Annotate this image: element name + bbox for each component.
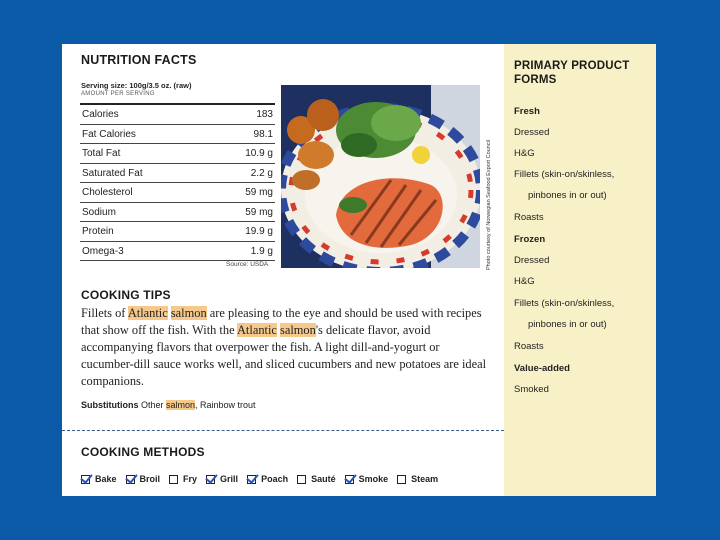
nutrient-value: 1.9 g bbox=[250, 245, 273, 257]
nutrient-value: 19.9 g bbox=[245, 226, 273, 237]
method-label: Steam bbox=[411, 474, 439, 484]
checked-box-icon bbox=[247, 475, 256, 484]
photo-credit: Photo courtesy of Norwegian Seafood Export Council bbox=[486, 140, 492, 270]
method-sauté bbox=[297, 474, 336, 484]
nutrition-row bbox=[80, 105, 275, 125]
nutrition-row bbox=[80, 222, 275, 242]
method-label: Fry bbox=[183, 474, 198, 484]
nutrient-label: Omega-3 bbox=[82, 245, 124, 257]
empty-box-icon bbox=[297, 475, 306, 484]
nutrient-value: 10.9 g bbox=[245, 148, 273, 159]
serving-size: Serving size: 100g/3.5 oz. (raw) bbox=[81, 81, 192, 90]
empty-box-icon bbox=[397, 475, 406, 484]
product-form-item: Dressed bbox=[514, 255, 550, 266]
checked-box-icon bbox=[126, 475, 135, 484]
substitutions: Substitutions Other salmon, Rainbow trout bbox=[81, 400, 256, 410]
nutrient-value: 59 mg bbox=[245, 206, 273, 218]
amount-per-serving-label: AMOUNT PER SERVING bbox=[81, 91, 155, 97]
nutrient-value: 183 bbox=[256, 109, 273, 120]
cooking-methods-title: COOKING METHODS bbox=[81, 445, 205, 459]
product-forms-title: PRIMARY PRODUCT FORMS bbox=[514, 60, 630, 86]
product-form-heading: Fresh bbox=[514, 106, 540, 117]
product-form-item: pinbones in or out) bbox=[528, 190, 607, 201]
checked-box-icon bbox=[345, 475, 354, 484]
nutrient-label: Protein bbox=[82, 226, 114, 237]
method-bake bbox=[81, 474, 117, 484]
method-label: Sauté bbox=[311, 474, 336, 484]
method-label: Bake bbox=[95, 474, 117, 484]
product-form-item: Roasts bbox=[514, 212, 544, 223]
method-label: Broil bbox=[139, 474, 161, 484]
nutrition-facts-title: NUTRITION FACTS bbox=[81, 53, 197, 67]
product-form-item: Dressed bbox=[514, 127, 550, 138]
nutrient-label: Total Fat bbox=[82, 148, 121, 159]
product-form-heading: Value-added bbox=[514, 363, 570, 374]
section-divider bbox=[62, 430, 504, 431]
method-broil bbox=[126, 474, 161, 484]
substitutions-label: Substitutions bbox=[81, 400, 139, 410]
cooking-tips-text: Fillets of Atlantic salmon are pleasing to the eye and should be used with recipes that show off the fish. With the Atlantic salmon's delicate flavor, avoid accompanying flavors that overpower the fish. A light dill-and-yogurt or cucumber-dill sauce works well, and sliced cucumbers and new potatoes are ideal companions. bbox=[81, 306, 487, 388]
nutrition-table bbox=[80, 103, 275, 261]
nutrient-label: Sodium bbox=[82, 206, 116, 218]
nutrition-row bbox=[80, 144, 275, 164]
product-form-item: H&G bbox=[514, 148, 535, 159]
product-form-item: Smoked bbox=[514, 384, 549, 395]
fact-sheet bbox=[62, 44, 656, 496]
salmon-dish-photo bbox=[281, 85, 480, 268]
method-poach bbox=[247, 474, 288, 484]
highlight: salmon bbox=[170, 306, 207, 320]
nutrient-label: Cholesterol bbox=[82, 187, 133, 198]
cooking-methods-list bbox=[81, 474, 447, 484]
product-form-item: Fillets (skin-on/skinless, bbox=[514, 169, 615, 180]
product-form-heading: Frozen bbox=[514, 234, 546, 245]
highlight: Atlantic bbox=[236, 323, 277, 337]
checked-box-icon bbox=[81, 475, 90, 484]
product-form-item: Fillets (skin-on/skinless, bbox=[514, 298, 615, 309]
method-grill bbox=[206, 474, 238, 484]
method-steam bbox=[397, 474, 438, 484]
method-label: Poach bbox=[261, 474, 289, 484]
nutrition-row bbox=[80, 164, 275, 184]
nutrition-source: Source: USDA bbox=[226, 261, 269, 268]
nutrient-value: 98.1 bbox=[253, 128, 273, 140]
method-fry bbox=[169, 474, 197, 484]
highlight: salmon bbox=[280, 323, 316, 337]
nutrition-row bbox=[80, 183, 275, 203]
nutrition-row bbox=[80, 125, 275, 145]
nutrition-row bbox=[80, 242, 275, 262]
nutrient-label: Fat Calories bbox=[82, 128, 136, 140]
nutrient-value: 2.2 g bbox=[250, 167, 273, 179]
nutrition-row bbox=[80, 203, 275, 223]
nutrient-label: Saturated Fat bbox=[82, 167, 143, 179]
product-form-item: H&G bbox=[514, 276, 535, 287]
method-smoke bbox=[345, 474, 389, 484]
cooking-tips-title: COOKING TIPS bbox=[81, 288, 171, 302]
nutrient-label: Calories bbox=[82, 109, 119, 120]
nutrient-value: 59 mg bbox=[245, 187, 273, 198]
method-label: Smoke bbox=[358, 474, 389, 484]
salmon-plate-illustration bbox=[281, 85, 480, 268]
product-form-item: pinbones in or out) bbox=[528, 319, 607, 330]
method-label: Grill bbox=[220, 474, 239, 484]
highlight: Atlantic bbox=[127, 306, 168, 320]
product-forms-panel bbox=[504, 44, 656, 496]
empty-box-icon bbox=[169, 475, 178, 484]
checked-box-icon bbox=[206, 475, 215, 484]
highlight: salmon bbox=[166, 400, 196, 410]
product-form-item: Roasts bbox=[514, 341, 544, 352]
